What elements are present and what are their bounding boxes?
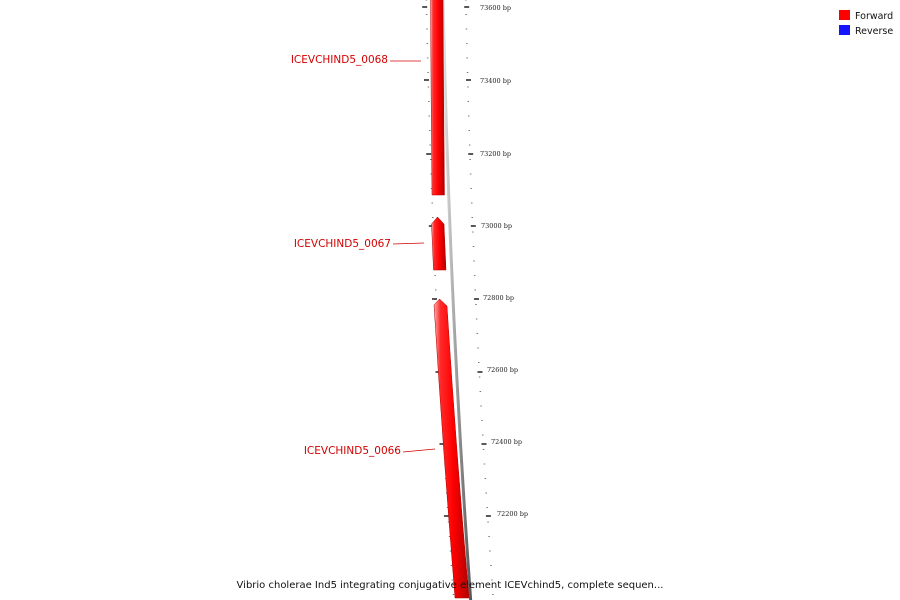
legend [839, 10, 893, 37]
legend-swatch-reverse [839, 25, 850, 35]
position-label: 73400 bp [480, 77, 512, 85]
gene-arrow-ICEVCHIND5_0067[interactable] [432, 217, 447, 270]
position-label: 72800 bp [483, 294, 515, 302]
sequence-caption: Vibrio cholerae Ind5 integrating conjugative element ICEVchind5, complete sequen... [236, 580, 664, 591]
legend-swatch-forward [839, 10, 850, 20]
position-label: 73000 bp [481, 222, 513, 230]
gene-label-ICEVCHIND5_0066: ICEVCHIND5_0066 [303, 445, 401, 457]
gene-label-ICEVCHIND5_0068: ICEVCHIND5_0068 [290, 54, 388, 66]
position-label: 72200 bp [497, 510, 529, 518]
gene-leader-line [393, 243, 424, 244]
position-label: 72400 bp [491, 438, 523, 446]
legend-label-forward: Forward [855, 11, 894, 22]
position-label: 73600 bp [480, 4, 512, 12]
gene-ICEVCHIND5_0067[interactable] [294, 217, 446, 270]
gene-ICEVCHIND5_0066[interactable] [304, 299, 469, 598]
gene-leader-line [403, 449, 435, 452]
position-label: 73200 bp [480, 150, 512, 158]
gene-arrow-ICEVCHIND5_0066[interactable] [434, 299, 469, 598]
legend-label-reverse: Reverse [855, 26, 894, 37]
position-label: 72600 bp [487, 366, 519, 374]
gene-ICEVCHIND5_0068[interactable] [291, 0, 445, 195]
gene-arrow-ICEVCHIND5_0068[interactable] [431, 0, 445, 195]
gene-label-ICEVCHIND5_0067: ICEVCHIND5_0067 [293, 238, 391, 250]
